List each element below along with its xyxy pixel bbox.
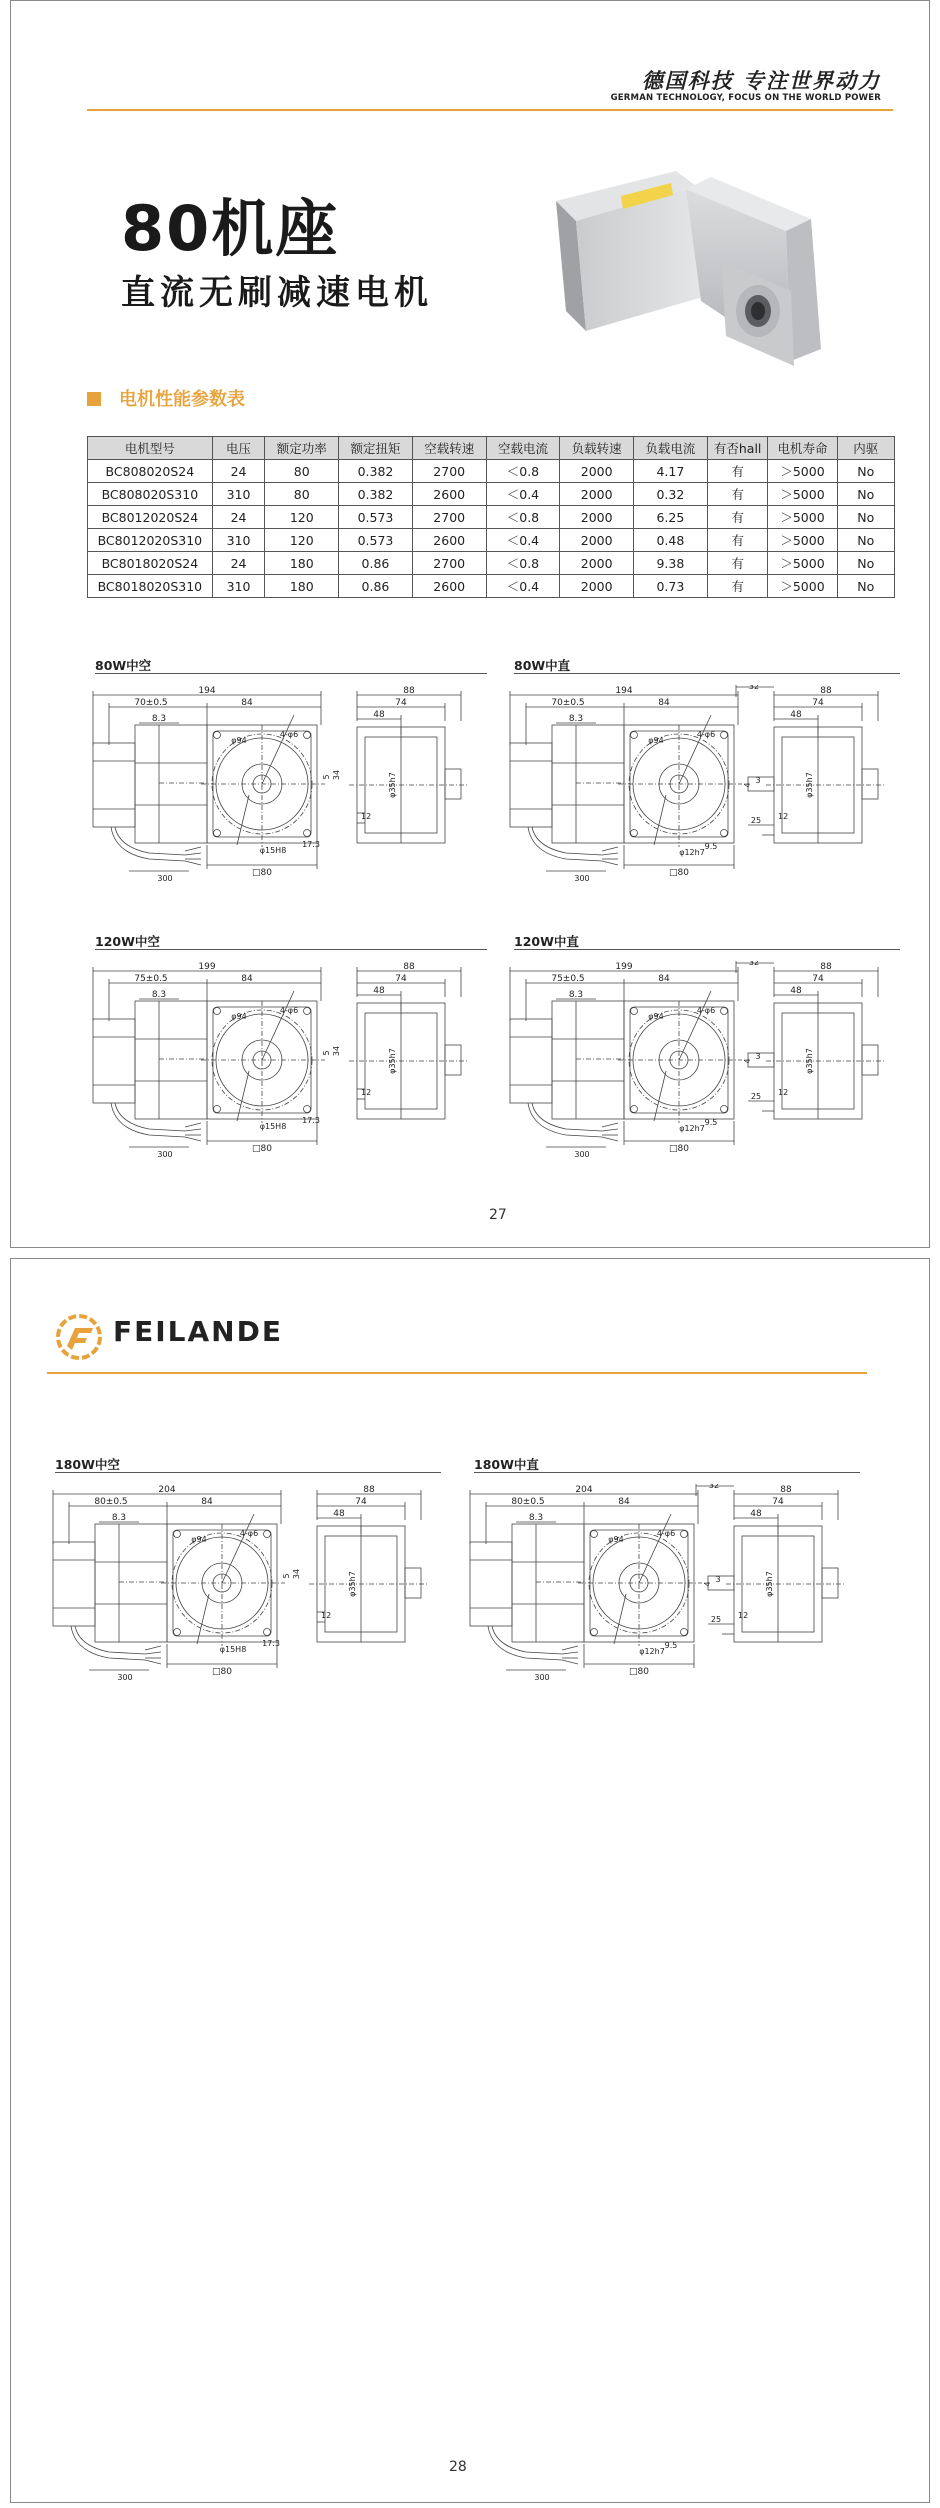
table-cell: 120	[265, 506, 339, 529]
slogan-chinese: 德国科技 专注世界动力	[641, 68, 881, 93]
dim-label: 4-φ6	[656, 1529, 676, 1538]
dim-label: 300	[574, 874, 590, 883]
technical-drawing-svg	[89, 685, 485, 885]
dim-label: φ94	[231, 736, 247, 745]
dim-label: 4	[743, 1058, 752, 1064]
dim-label: 84	[201, 1497, 213, 1507]
col-header: 额定功率	[265, 437, 339, 460]
technical-drawing-svg	[506, 961, 902, 1161]
section-heading	[87, 385, 245, 411]
drawing-80w-hollow	[89, 685, 485, 889]
dim-label: 8.3	[528, 1513, 544, 1523]
dim-label: □80	[252, 1144, 272, 1154]
table-cell: ＜0.4	[486, 575, 560, 598]
dim-label: 9.5	[664, 1641, 678, 1650]
dim-label: 8.3	[568, 714, 584, 724]
table-cell: 0.86	[339, 575, 413, 598]
table-row	[88, 460, 895, 483]
dim-label: 84	[658, 698, 670, 708]
dim-label: 4-φ6	[696, 730, 716, 739]
col-header: 电机寿命	[768, 437, 837, 460]
col-header: 额定扭矩	[339, 437, 413, 460]
drawing-rule	[95, 673, 487, 674]
dim-label: 74	[772, 1497, 784, 1507]
dim-label: 8.3	[151, 990, 167, 1000]
dim-label: 204	[158, 1485, 176, 1495]
dim-label: φ12h7	[639, 1647, 665, 1656]
dim-label: 8.3	[151, 714, 167, 724]
dim-label: 4	[703, 1581, 712, 1587]
brand-name: FEILANDE	[113, 1315, 283, 1348]
dim-label: 300	[157, 874, 173, 883]
table-cell: 0.382	[339, 460, 413, 483]
table-cell: 0.86	[339, 552, 413, 575]
dim-label: 80±0.5	[94, 1497, 128, 1507]
drawing-rule	[514, 949, 900, 950]
dim-label: □80	[252, 868, 272, 878]
table-cell: ＞5000	[768, 575, 837, 598]
dim-label: φ94	[648, 1012, 664, 1021]
drawing-label: 80W中直	[514, 658, 571, 673]
drawing-label: 180W中直	[474, 1457, 539, 1472]
technical-drawing-svg	[89, 961, 485, 1161]
page-number: 28	[449, 2459, 467, 2475]
dim-label: φ35h7	[805, 772, 814, 798]
dim-label: 204	[575, 1485, 593, 1495]
table-cell: ＜0.4	[486, 483, 560, 506]
dim-label: φ94	[608, 1535, 624, 1544]
table-row	[88, 506, 895, 529]
technical-drawing-svg	[506, 685, 902, 885]
dim-label: 48	[790, 986, 802, 996]
table-cell: 2600	[412, 483, 486, 506]
dim-label: 5	[322, 774, 331, 780]
page-subtitle: 直流无刷减速电机	[121, 273, 433, 313]
table-cell: BC808020S24	[88, 460, 213, 483]
technical-drawing-svg	[49, 1484, 445, 1684]
table-row	[88, 552, 895, 575]
table-cell: 有	[707, 552, 768, 575]
dim-label: 80±0.5	[511, 1497, 545, 1507]
dim-label: □80	[212, 1667, 232, 1677]
dim-label: 74	[395, 974, 407, 984]
dim-label: 74	[395, 698, 407, 708]
header-rule	[87, 109, 893, 111]
dim-label: 194	[198, 686, 216, 696]
dim-label: 9.5	[704, 1118, 718, 1127]
dim-label: 88	[403, 962, 415, 972]
table-row	[88, 575, 895, 598]
table-cell: 180	[265, 552, 339, 575]
table-cell: ＜0.8	[486, 506, 560, 529]
dim-label: 74	[812, 698, 824, 708]
table-cell: 0.48	[634, 529, 708, 552]
dim-label: 5	[322, 1050, 331, 1056]
dim-label: φ35h7	[805, 1048, 814, 1074]
drawing-80w-straight	[506, 685, 902, 889]
table-cell: 80	[265, 460, 339, 483]
drawing-180w-straight	[466, 1484, 862, 1688]
dim-label: 25	[710, 1615, 722, 1624]
dim-label: 12	[738, 1611, 749, 1620]
catalog-page-27	[10, 0, 930, 1248]
drawing-label: 180W中空	[55, 1457, 120, 1472]
drawing-120w-straight	[506, 961, 902, 1165]
dim-label: φ94	[231, 1012, 247, 1021]
dim-label: φ94	[191, 1535, 207, 1544]
table-cell: 24	[212, 460, 265, 483]
dim-label: 84	[618, 1497, 630, 1507]
dim-label: φ35h7	[765, 1571, 774, 1597]
dim-label: 25	[750, 816, 762, 825]
table-cell: BC8012020S24	[88, 506, 213, 529]
table-cell: 120	[265, 529, 339, 552]
dim-label: 74	[812, 974, 824, 984]
col-header: 电机型号	[88, 437, 213, 460]
drawing-120w-hollow	[89, 961, 485, 1165]
dim-label: 8.3	[568, 990, 584, 1000]
dim-label: 48	[750, 1509, 762, 1519]
dim-label: φ12h7	[679, 848, 705, 857]
table-cell: No	[837, 506, 894, 529]
table-cell: 9.38	[634, 552, 708, 575]
dim-label: 5	[282, 1573, 291, 1579]
dim-label: 17.3	[262, 1639, 280, 1648]
table-cell: No	[837, 460, 894, 483]
dim-label: 12	[361, 1088, 372, 1097]
table-cell: ＞5000	[768, 483, 837, 506]
table-cell: 2000	[560, 552, 634, 575]
dim-label: φ15H8	[259, 846, 287, 855]
col-header: 空载转速	[412, 437, 486, 460]
slogan-english: GERMAN TECHNOLOGY, FOCUS ON THE WORLD POWER	[610, 93, 881, 103]
dim-label: 4-φ6	[239, 1529, 259, 1538]
dim-label: φ35h7	[388, 772, 397, 798]
dim-label: □80	[669, 1144, 689, 1154]
table-cell: 6.25	[634, 506, 708, 529]
table-cell: 2000	[560, 460, 634, 483]
dim-label: 32	[708, 1484, 720, 1490]
dim-label: φ35h7	[388, 1048, 397, 1074]
dim-label: 12	[361, 812, 372, 821]
dim-label: 34	[332, 769, 341, 781]
table-cell: ＜0.8	[486, 552, 560, 575]
dim-label: 88	[403, 686, 415, 696]
dim-label: 300	[534, 1673, 550, 1682]
header-rule	[47, 1372, 867, 1374]
dim-label: 75±0.5	[551, 974, 585, 984]
table-cell: 0.73	[634, 575, 708, 598]
table-cell: No	[837, 483, 894, 506]
dim-label: 48	[790, 710, 802, 720]
table-cell: 有	[707, 529, 768, 552]
dim-label: 3	[755, 776, 761, 785]
dim-label: 199	[615, 962, 633, 972]
dim-label: φ15H8	[259, 1122, 287, 1131]
col-header: 电压	[212, 437, 265, 460]
table-cell: No	[837, 529, 894, 552]
dim-label: 84	[658, 974, 670, 984]
table-cell: 0.573	[339, 506, 413, 529]
table-cell: ＜0.4	[486, 529, 560, 552]
table-cell: 有	[707, 483, 768, 506]
page-number: 27	[489, 1207, 507, 1223]
dim-label: □80	[629, 1667, 649, 1677]
drawing-label: 120W中直	[514, 934, 579, 949]
dim-label: 70±0.5	[551, 698, 585, 708]
table-cell: 310	[212, 529, 265, 552]
drawing-rule	[55, 1472, 441, 1473]
dim-label: 3	[715, 1575, 721, 1584]
table-cell: 310	[212, 575, 265, 598]
section-title: 电机性能参数表	[119, 389, 245, 410]
dim-label: φ35h7	[348, 1571, 357, 1597]
table-cell: BC8012020S310	[88, 529, 213, 552]
table-cell: No	[837, 575, 894, 598]
dim-label: 4-φ6	[279, 1006, 299, 1015]
dim-label: 300	[157, 1150, 173, 1159]
dim-label: 194	[615, 686, 633, 696]
drawing-rule	[95, 949, 487, 950]
table-cell: No	[837, 552, 894, 575]
dim-label: 74	[355, 1497, 367, 1507]
dim-label: 4	[743, 782, 752, 788]
table-cell: 310	[212, 483, 265, 506]
dim-label: 199	[198, 962, 216, 972]
table-cell: ＜0.8	[486, 460, 560, 483]
table-cell: 0.32	[634, 483, 708, 506]
dim-label: 17.3	[302, 1116, 320, 1125]
table-cell: BC808020S310	[88, 483, 213, 506]
dim-label: 48	[373, 710, 385, 720]
dim-label: 4-φ6	[696, 1006, 716, 1015]
dim-label: 17.3	[302, 840, 320, 849]
col-header: 内驱	[837, 437, 894, 460]
dim-label: 12	[778, 812, 789, 821]
dim-label: 9.5	[704, 842, 718, 851]
table-cell: ＞5000	[768, 552, 837, 575]
dim-label: 75±0.5	[134, 974, 168, 984]
table-cell: 2000	[560, 506, 634, 529]
table-cell: BC8018020S310	[88, 575, 213, 598]
drawing-rule	[474, 1472, 860, 1473]
dim-label: 300	[574, 1150, 590, 1159]
drawing-label: 80W中空	[95, 658, 152, 673]
table-cell: ＞5000	[768, 529, 837, 552]
table-row	[88, 529, 895, 552]
table-cell: 0.382	[339, 483, 413, 506]
table-cell: 有	[707, 575, 768, 598]
table-row	[88, 483, 895, 506]
drawing-label: 120W中空	[95, 934, 160, 949]
dim-label: 70±0.5	[134, 698, 168, 708]
table-cell: 有	[707, 460, 768, 483]
dim-label: □80	[669, 868, 689, 878]
dim-label: 84	[241, 974, 253, 984]
drawing-180w-hollow	[49, 1484, 445, 1688]
technical-drawing-svg	[466, 1484, 862, 1684]
feilande-logo-icon	[53, 1312, 109, 1362]
page-title: 80机座	[121, 192, 340, 265]
col-header: 空载电流	[486, 437, 560, 460]
table-cell: 2600	[412, 575, 486, 598]
dim-label: 32	[748, 685, 760, 691]
table-cell: 4.17	[634, 460, 708, 483]
dim-label: 48	[333, 1509, 345, 1519]
table-cell: 0.573	[339, 529, 413, 552]
dim-label: 48	[373, 986, 385, 996]
dim-label: 3	[755, 1052, 761, 1061]
dim-label: 84	[241, 698, 253, 708]
table-cell: 180	[265, 575, 339, 598]
dim-label: 4-φ6	[279, 730, 299, 739]
dim-label: φ15H8	[219, 1645, 247, 1654]
dim-label: 12	[321, 1611, 332, 1620]
table-cell: ＞5000	[768, 506, 837, 529]
table-cell: 2700	[412, 460, 486, 483]
table-cell: 2700	[412, 506, 486, 529]
col-header: 负载转速	[560, 437, 634, 460]
dim-label: 34	[292, 1568, 301, 1580]
table-cell: 2000	[560, 575, 634, 598]
table-cell: 2000	[560, 483, 634, 506]
section-square-icon	[87, 392, 101, 406]
dim-label: 34	[332, 1045, 341, 1057]
dim-label: 88	[780, 1485, 792, 1495]
dim-label: 32	[748, 961, 760, 967]
dim-label: 25	[750, 1092, 762, 1101]
table-cell: 2000	[560, 529, 634, 552]
dim-label: 88	[820, 962, 832, 972]
table-cell: ＞5000	[768, 460, 837, 483]
table-header-row	[88, 437, 895, 460]
spec-table	[87, 436, 895, 598]
dim-label: 88	[363, 1485, 375, 1495]
table-cell: 2700	[412, 552, 486, 575]
dim-label: 88	[820, 686, 832, 696]
table-cell: BC8018020S24	[88, 552, 213, 575]
table-cell: 80	[265, 483, 339, 506]
table-cell: 24	[212, 552, 265, 575]
table-cell: 2600	[412, 529, 486, 552]
col-header: 有否hall	[707, 437, 768, 460]
motor-product-photo	[536, 161, 866, 401]
dim-label: 300	[117, 1673, 133, 1682]
table-cell: 24	[212, 506, 265, 529]
table-cell: 有	[707, 506, 768, 529]
dim-label: 8.3	[111, 1513, 127, 1523]
dim-label: φ94	[648, 736, 664, 745]
drawing-rule	[514, 673, 900, 674]
catalog-page-28	[10, 1258, 930, 2503]
dim-label: φ12h7	[679, 1124, 705, 1133]
dim-label: 12	[778, 1088, 789, 1097]
col-header: 负载电流	[634, 437, 708, 460]
